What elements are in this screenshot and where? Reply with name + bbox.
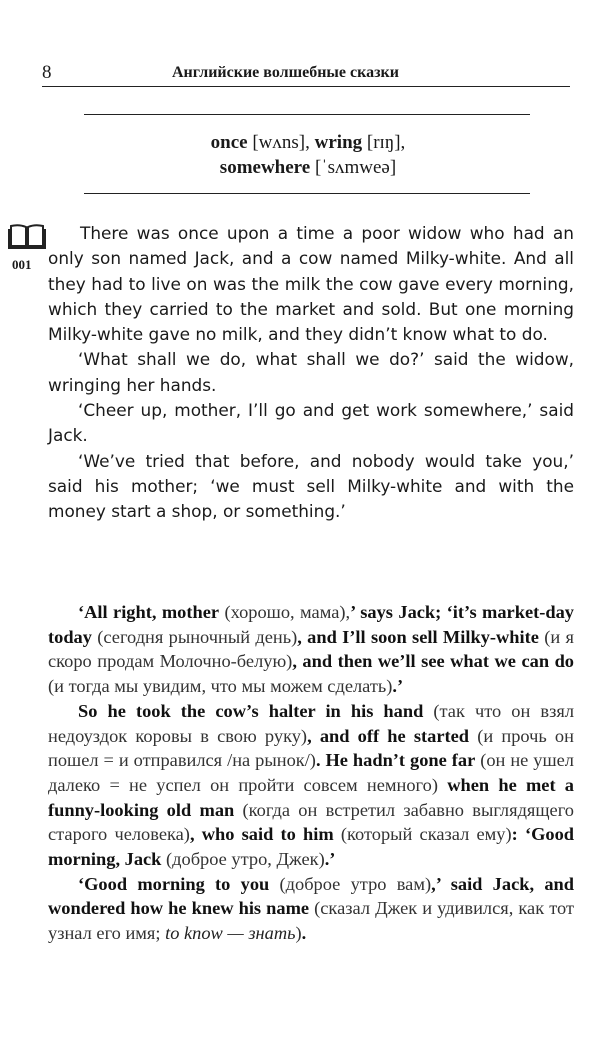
russian-gloss: (доброе утро вам) (269, 873, 432, 894)
vocab-transcription: [rɪŋ], (362, 132, 406, 153)
english-phrase: ’ says Jack; ‘it’s market-day today (48, 602, 574, 647)
vocab-line-2 (0, 155, 616, 180)
english-phrase: . He hadn’t gone far (315, 750, 476, 771)
russian-gloss: (когда он встретил забавно выглядящего старого человека) (48, 799, 574, 845)
vocab-line-1 (0, 130, 616, 155)
original-paragraph: ‘Cheer up, mother, I’ll go and get work somewhere,’ said Jack. (48, 400, 574, 446)
vocab-word: once (210, 132, 248, 153)
vocab-top-rule (84, 114, 530, 115)
original-paragraph: ‘We’ve tried that before, and nobody would take you,’ said his mother; ‘we must sell Milky-white and with the money start a shop, or something.’ (48, 450, 574, 522)
english-phrase: So he took the cow’s halter in his hand (78, 700, 424, 721)
english-phrase: ‘Good morning to you (78, 873, 270, 894)
adapted-paragraph (48, 872, 574, 946)
vocab-bottom-rule (84, 193, 530, 194)
russian-gloss: (хорошо, мама), (219, 602, 351, 622)
original-paragraph: ‘What shall we do, what shall we do?’ said the widow, wringing her hands. (48, 349, 574, 395)
english-phrase: ‘All right, mother (78, 602, 220, 622)
running-title: Английские волшебные сказки (172, 64, 399, 81)
russian-gloss: (он не ушел далеко = не успел он пройти совсем немного) (48, 750, 574, 795)
adapted-paragraph (48, 699, 574, 872)
english-phrase: , and off he started (307, 725, 470, 746)
original-paragraph: There was once upon a time a poor widow who had an only son named Jack, and a cow named Milky-white. And all they had to live on was the milk the cow gave every morning, which they carried to the market and sold. But one morning Milky-white gave no milk, and they didn’t know what to do. (48, 223, 574, 345)
original-text (48, 221, 574, 525)
vocab-word: somewhere (219, 157, 311, 178)
vocab-transcription: [ˈsʌmweə] (310, 157, 397, 178)
vocab-note: to know — знать (165, 923, 296, 944)
russian-gloss: (и я скоро продам Молочно-белую) (48, 626, 574, 672)
open-book-icon (8, 222, 46, 250)
english-phrase: when he met a funny-looking old man (48, 774, 574, 820)
english-phrase: .’ (392, 676, 404, 697)
english-phrase: : ‘Good morning, Jack (48, 824, 575, 870)
vocab-word: wring (314, 132, 363, 153)
adapted-text (48, 600, 574, 946)
page-header (42, 60, 570, 87)
russian-gloss: (так что он взял недоуздок коровы в свою руку) (48, 700, 574, 746)
english-phrase: .’ (324, 849, 336, 870)
english-phrase: , who said to him (189, 824, 334, 845)
vocab-transcription: [wʌns], (247, 132, 315, 153)
audio-track-number: 001 (12, 257, 32, 272)
english-phrase: ,’ said Jack, and wondered how he knew his name (48, 873, 574, 919)
english-phrase: , and I’ll soon sell Milky-white (297, 626, 539, 647)
russian-gloss: ) (295, 923, 302, 944)
russian-gloss: (который сказал ему) (333, 824, 512, 845)
english-phrase: . (301, 923, 307, 944)
adapted-paragraph (48, 600, 574, 699)
russian-gloss: (и прочь он пошел = и отправился /на рынок/) (48, 725, 574, 771)
russian-gloss: (сегодня рыночный день) (91, 626, 298, 647)
russian-gloss: (сказал Джек и удивился, как тот узнал его имя; (48, 898, 574, 944)
russian-gloss: (доброе утро, Джек) (161, 849, 325, 870)
russian-gloss: (и тогда мы увидим, что мы можем сделать) (48, 676, 393, 697)
english-phrase: , and then we’ll see what we can do (292, 651, 574, 672)
page-number: 8 (42, 62, 52, 83)
